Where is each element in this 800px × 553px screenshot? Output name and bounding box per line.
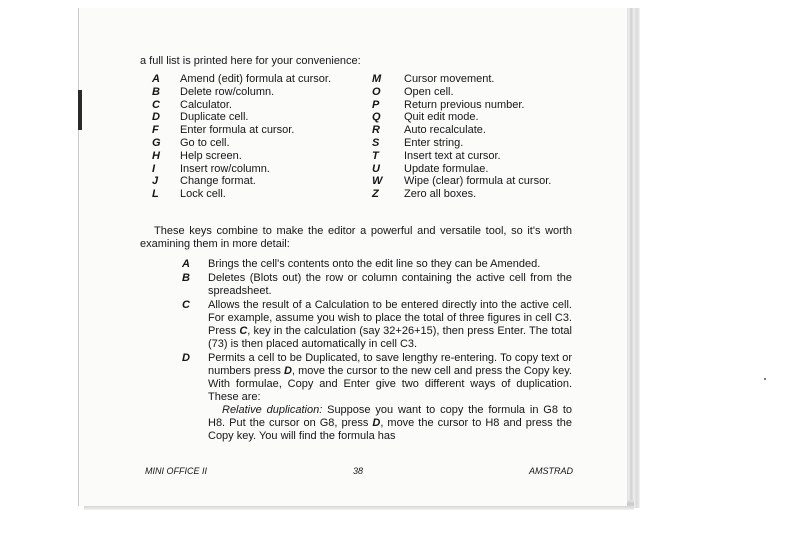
detail-text [208, 299, 572, 351]
key-row [140, 86, 360, 99]
detail-key: C [182, 299, 190, 311]
scan-speck [764, 378, 766, 380]
inline-key: D [283, 365, 292, 377]
key-letter: C [152, 98, 160, 111]
key-row [362, 124, 572, 137]
key-description: Go to cell. [180, 136, 230, 149]
key-letter: B [152, 85, 160, 98]
key-letter: R [372, 124, 380, 137]
key-letter: W [372, 175, 383, 188]
key-letter: U [372, 162, 380, 175]
key-letter: P [372, 98, 380, 111]
page-stack-edge [626, 8, 640, 508]
key-list [140, 73, 572, 225]
key-description: Help screen. [180, 149, 242, 162]
key-row [140, 188, 360, 201]
detail-paragraph [208, 352, 572, 404]
key-description: Open cell. [404, 85, 454, 98]
key-letter: D [152, 111, 160, 124]
detail-item-d [180, 352, 572, 443]
key-description: Calculator. [180, 98, 232, 111]
key-row [140, 137, 360, 150]
detail-item-b [180, 272, 572, 298]
key-letter: A [152, 73, 160, 85]
key-letter: O [372, 85, 381, 98]
sub-heading: Relative duplication: [222, 404, 323, 416]
key-letter: F [152, 124, 159, 137]
detail-key: B [182, 272, 190, 284]
key-row [140, 175, 360, 188]
key-row [362, 99, 572, 112]
key-row [362, 73, 572, 86]
key-description: Cursor movement. [404, 73, 495, 85]
key-description: Amend (edit) formula at cursor. [180, 73, 332, 85]
key-row [140, 124, 360, 137]
key-description: Auto recalculate. [404, 124, 486, 137]
key-description: Change format. [180, 175, 256, 188]
detail-text-part: , move the cursor to the new cell and press the Copy key. With formulae, Copy and Enter give two different ways of duplication. These are: [208, 365, 572, 403]
key-row [362, 137, 572, 150]
detail-key: A [182, 258, 190, 270]
key-letter: J [152, 175, 159, 188]
page-number: 38 [353, 466, 364, 476]
key-letter: H [152, 149, 160, 162]
key-row [140, 111, 360, 124]
key-list-left-column [140, 73, 360, 201]
key-description: Quit edit mode. [404, 111, 479, 124]
key-row [362, 163, 572, 176]
detail-text-part: Allows the result of a Calculation to be entered directly into the active cell. For example, assume you wish to place the total of three figures in cell C3. Press [208, 299, 572, 337]
key-letter: G [152, 136, 161, 149]
key-letter: M [372, 73, 382, 85]
key-description: Wipe (clear) formula at cursor. [404, 175, 552, 188]
binding-mark [78, 90, 82, 130]
key-description: Insert row/column. [180, 162, 270, 175]
detail-item-c [180, 299, 572, 351]
detail-text-part: Permits a cell to be Duplicated, to save lengthy re-entering. To copy text or numbers press [208, 352, 572, 377]
detail-text-part: , key in the calculation (say 32+26+15), then press Enter. The total (73) is then placed automatically in cell C3. [208, 325, 572, 350]
key-letter: Z [372, 188, 379, 201]
key-row [362, 175, 572, 188]
key-description: Zero all boxes. [404, 188, 477, 201]
key-description: Enter formula at cursor. [180, 124, 295, 137]
key-details [180, 258, 572, 443]
key-row [362, 188, 572, 201]
body-paragraph: These keys combine to make the editor a powerful and versatile tool, so it's worth examining them in more detail: [140, 225, 572, 250]
page-content [140, 55, 572, 444]
key-description: Delete row/column. [180, 85, 275, 98]
key-row [140, 99, 360, 112]
key-row [362, 86, 572, 99]
detail-key: D [182, 352, 190, 364]
footer-brand: AMSTRAD [528, 466, 573, 476]
detail-item-a [180, 258, 572, 271]
key-row [140, 73, 360, 86]
key-description: Return previous number. [404, 98, 525, 111]
detail-text [208, 352, 572, 443]
footer-title: MINI OFFICE II [145, 466, 207, 476]
inline-key: D [372, 417, 381, 429]
key-letter: S [372, 136, 380, 149]
key-description: Lock cell. [180, 188, 226, 201]
key-description: Enter string. [404, 136, 464, 149]
key-description: Insert text at cursor. [404, 149, 501, 162]
key-list-right-column [362, 73, 572, 201]
detail-text-part: Suppose you want to copy the formula in G8 to H8. Put the cursor on G8, press [208, 404, 572, 429]
key-letter: L [152, 188, 159, 201]
intro-line: a full list is printed here for your convenience: [140, 55, 361, 67]
key-letter: Q [372, 111, 381, 124]
key-row [362, 111, 572, 124]
key-letter: I [152, 162, 156, 175]
detail-text-part: , move the cursor to H8 and press the Copy key. You will find the formula has [208, 417, 572, 442]
detail-text: Deletes (Blots out) the row or column containing the active cell from the spreadsheet. [208, 272, 572, 297]
key-row [140, 163, 360, 176]
key-row [362, 150, 572, 163]
key-letter: T [372, 149, 379, 162]
key-description: Update formulae. [404, 162, 489, 175]
key-description: Duplicate cell. [180, 111, 249, 124]
detail-text: Brings the cell's contents onto the edit line so they can be Amended. [208, 258, 541, 270]
key-row [140, 150, 360, 163]
inline-key: C [239, 325, 248, 337]
relative-duplication-paragraph [208, 404, 572, 443]
